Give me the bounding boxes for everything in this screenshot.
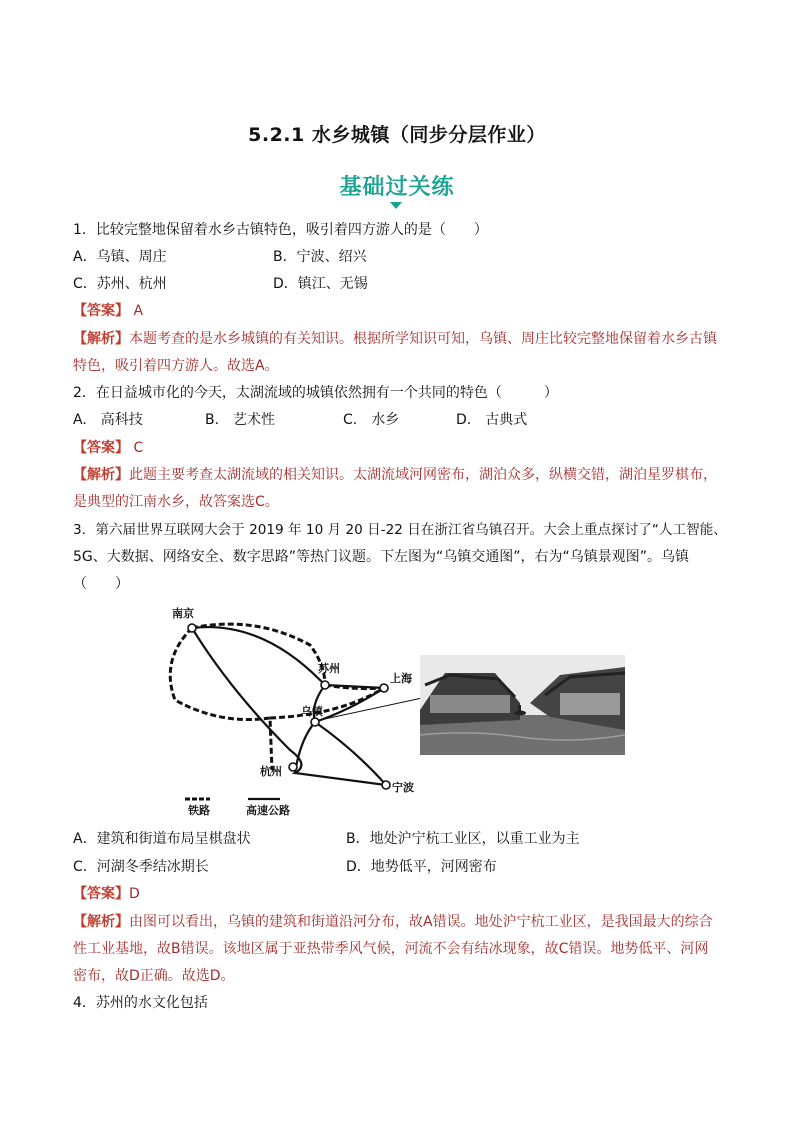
city-marker-suzhou [321, 681, 329, 689]
q3-answer-line [73, 884, 140, 904]
q1-option-c: C．苏州、杭州 [73, 276, 167, 292]
city-marker-nanjing [188, 624, 196, 632]
q3-stem-line-1: 3．第六届世界互联网大会于 2019 年 10 月 20 日-22 日在浙江省乌镇召开。大会上重点探讨了“人工智能、 [73, 522, 727, 538]
q3-answer-tag: 【答案】 [73, 886, 129, 902]
q2-analysis-tag: 【解析】 [73, 467, 129, 483]
city-marker-wuzhen [311, 718, 319, 726]
q3-analysis-text-1: 由图可以看出，乌镇的建筑和街道沿河分布，故A错误。地处沪宁杭工业区，是我国最大的综合 [129, 914, 713, 930]
q3-stem-line-2: 5G、大数据、网络安全、数字思路”等热门议题。下左图为“乌镇交通图”，右为“乌镇景观图”。乌镇 [73, 549, 690, 565]
q1-option-a: A．乌镇、周庄 [73, 249, 167, 265]
q4-stem: 4．苏州的水文化包括 [73, 995, 208, 1011]
q1-analysis-text-1: 本题考查的是水乡城镇的有关知识。根据所学知识可知，乌镇、周庄比较完整地保留着水乡古镇 [129, 331, 717, 347]
q2-option-b: B. 艺术性 [205, 412, 276, 428]
label-ningbo: 宁波 [392, 781, 414, 794]
highway-nanjing-shanghai [192, 627, 384, 688]
q3-answer: D [129, 886, 140, 902]
q3-option-b: B．地处沪宁杭工业区，以重工业为主 [346, 831, 580, 847]
city-marker-ningbo [382, 781, 390, 789]
q3-option-a: A．建筑和街道布局呈棋盘状 [73, 831, 251, 847]
q1-analysis-line-1 [73, 329, 717, 349]
highway-wuzhen-ningbo [315, 722, 386, 785]
q2-stem: 2．在日益城市化的今天，太湖流域的城镇依然拥有一个共同的特色（ ） [73, 385, 558, 401]
q3-stem-line-3: （ ） [73, 576, 129, 592]
page-title: 5.2.1 水乡城镇（同步分层作业） [248, 124, 546, 146]
q2-analysis-text-1: 此题主要考查太湖流域的相关知识。太湖流域河网密布，湖泊众多，纵横交错，湖泊星罗棋布， [129, 467, 717, 483]
q3-option-c: C．河湖冬季结冰期长 [73, 859, 209, 875]
q1-answer-line [73, 301, 143, 321]
highway-hangzhou-ningbo [192, 628, 386, 785]
label-hangzhou: 杭州 [260, 765, 282, 778]
q3-analysis-tag: 【解析】 [73, 914, 129, 930]
section-heading: 基础过关练 [339, 175, 455, 200]
label-shanghai: 上海 [390, 672, 412, 685]
highway-shanghai-hangzhou [295, 688, 384, 773]
q3-analysis-line-3: 密布，故D正确。故选D。 [73, 968, 235, 984]
q2-option-c: C. 水乡 [343, 412, 400, 428]
label-nanjing: 南京 [172, 607, 194, 620]
railway-nanjing-suzhou [192, 624, 325, 685]
label-suzhou: 苏州 [318, 662, 340, 675]
q1-answer: A [129, 303, 144, 319]
label-wuzhen: 乌镇 [301, 705, 323, 718]
q2-answer-line [73, 438, 143, 458]
q2-answer: C [129, 440, 144, 456]
q2-option-d: D. 古典式 [456, 412, 528, 428]
q1-analysis-line-2: 特色，吸引着四方游人。故选A。 [73, 358, 279, 374]
photo-left-wall [430, 695, 510, 713]
q2-answer-tag: 【答案】 [73, 440, 129, 456]
legend-highway-label: 高速公路 [246, 804, 290, 817]
railway-wuzhen-shanghai [270, 688, 384, 718]
wuzhen-traffic-map [160, 600, 425, 825]
q3-option-d: D．地势低平，河网密布 [346, 859, 497, 875]
q2-option-a: A. 高科技 [73, 412, 143, 428]
city-marker-hangzhou [289, 763, 297, 771]
q1-stem: 1．比较完整地保留着水乡古镇特色，吸引着四方游人的是（ ） [73, 222, 488, 238]
photo-boatman [518, 705, 521, 712]
q2-analysis-line-2: 是典型的江南水乡，故答案选C。 [73, 494, 279, 510]
legend-rail-label: 铁路 [188, 804, 210, 817]
railway-nanjing-hangzhou [170, 628, 272, 770]
city-marker-shanghai [380, 684, 388, 692]
q1-option-b: B．宁波、绍兴 [273, 249, 367, 265]
q1-analysis-tag: 【解析】 [73, 331, 129, 347]
q2-analysis-line-1 [73, 465, 717, 485]
triangle-down-icon [390, 202, 402, 209]
wuzhen-scenery-photo [420, 655, 625, 755]
q1-option-d: D．镇江、无锡 [273, 276, 368, 292]
photo-right-wall [560, 693, 620, 715]
q1-answer-tag: 【答案】 [73, 303, 129, 319]
q3-analysis-line-1 [73, 912, 713, 932]
q3-analysis-line-2: 性工业基地，故B错误。该地区属于亚热带季风气候，河流不会有结冰现象，故C错误。地势低平、河网 [73, 941, 709, 957]
